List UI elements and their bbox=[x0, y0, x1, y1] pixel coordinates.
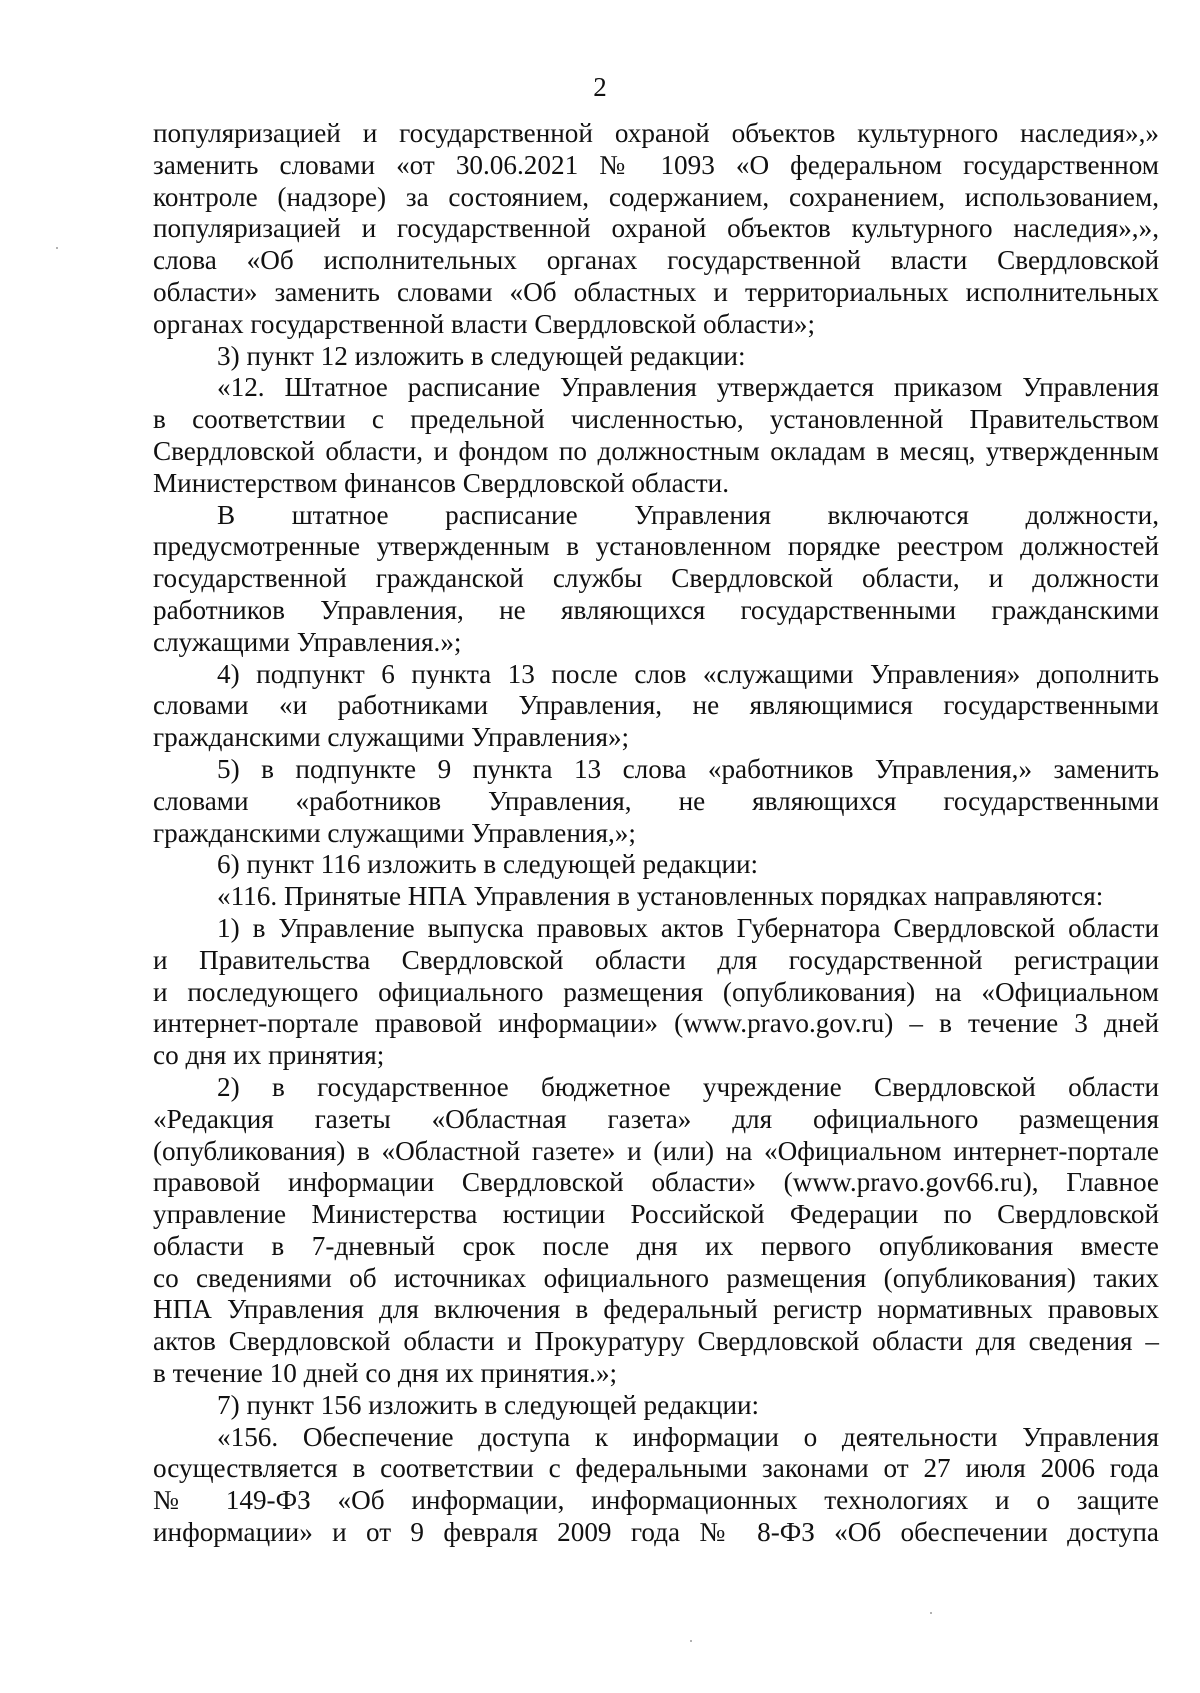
text-line: В штатное расписание Управления включаются должности, bbox=[217, 499, 1159, 530]
text-line: «156. Обеспечение доступа к информации о деятельности Управления bbox=[217, 1421, 1159, 1452]
text-line: актов Свердловской области и Прокуратуру Свердловской области для сведения – bbox=[153, 1326, 1159, 1357]
text-line: в соответствии с предельной численностью, установленной Правительством bbox=[153, 404, 1159, 435]
text-line: популяризацией и государственной охраной объектов культурного наследия»,», bbox=[153, 213, 1159, 244]
text-line: (опубликования) в «Областной газете» и (или) на «Официальном интернет-портале bbox=[153, 1135, 1159, 1166]
text-line: служащими Управления.»; bbox=[153, 626, 462, 657]
text-line: осуществляется в соответствии с федеральными законами от 27 июля 2006 года bbox=[153, 1453, 1159, 1484]
text-line: словами «работников Управления, не являющихся государственными bbox=[153, 785, 1159, 816]
document-body bbox=[153, 118, 1159, 1549]
text-line: управление Министерства юстиции Российской Федерации по Свердловской bbox=[153, 1199, 1159, 1230]
text-line: 1) в Управление выпуска правовых актов Губернатора Свердловской области bbox=[217, 912, 1159, 943]
text-line: контроле (надзоре) за состоянием, содержанием, сохранением, использованием, bbox=[153, 181, 1159, 212]
text-line: работников Управления, не являющихся государственными гражданскими bbox=[153, 594, 1159, 625]
text-line: НПА Управления для включения в федеральный регистр нормативных правовых bbox=[153, 1294, 1159, 1325]
text-line: заменить словами «от 30.06.2021 № 1093 «О федеральном государственном bbox=[153, 149, 1159, 180]
text-line: со дня их принятия; bbox=[153, 1040, 385, 1071]
text-line: Свердловской области, и фондом по должностным окладам в месяц, утвержденным bbox=[153, 435, 1159, 466]
text-line: «Редакция газеты «Областная газета» для официального размещения bbox=[153, 1103, 1159, 1134]
text-line: правовой информации Свердловской области» (www.pravo.gov66.ru), Главное bbox=[153, 1167, 1159, 1198]
text-line: 7) пункт 156 изложить в следующей редакции: bbox=[217, 1389, 760, 1420]
text-line: Министерством финансов Свердловской области. bbox=[153, 467, 730, 498]
text-line: слова «Об исполнительных органах государственной власти Свердловской bbox=[153, 245, 1159, 276]
text-line: области в 7-дневный срок после дня их первого опубликования вместе bbox=[153, 1230, 1159, 1261]
text-line: № 149-ФЗ «Об информации, информационных технологиях и о защите bbox=[153, 1485, 1159, 1516]
text-line: интернет-портале правовой информации» (www.pravo.gov.ru) – в течение 3 дней bbox=[153, 1008, 1159, 1039]
text-line: 4) подпункт 6 пункта 13 после слов «служащими Управления» дополнить bbox=[217, 658, 1159, 689]
text-line: словами «и работниками Управления, не являющимися государственными bbox=[153, 690, 1159, 721]
text-line: информации» и от 9 февраля 2009 года № 8-ФЗ «Об обеспечении доступа bbox=[153, 1517, 1159, 1548]
text-line: 2) в государственное бюджетное учреждение Свердловской области bbox=[217, 1071, 1159, 1102]
text-line: 6) пункт 116 изложить в следующей редакции: bbox=[217, 849, 759, 880]
text-line: и последующего официального размещения (опубликования) на «Официальном bbox=[153, 976, 1159, 1007]
text-line: популяризацией и государственной охраной объектов культурного наследия»,» bbox=[153, 118, 1159, 148]
text-line: гражданскими служащими Управления,»; bbox=[153, 817, 636, 848]
text-line: «12. Штатное расписание Управления утверждается приказом Управления bbox=[217, 372, 1159, 403]
text-line: и Правительства Свердловской области для государственной регистрации bbox=[153, 944, 1159, 975]
text-line: области» заменить словами «Об областных и территориальных исполнительных bbox=[153, 276, 1159, 307]
text-line: государственной гражданской службы Свердловской области, и должности bbox=[153, 563, 1159, 594]
text-line: в течение 10 дней со дня их принятия.»; bbox=[153, 1358, 618, 1389]
text-line: гражданскими служащими Управления»; bbox=[153, 722, 630, 753]
text-line: 5) в подпункте 9 пункта 13 слова «работников Управления,» заменить bbox=[217, 753, 1159, 784]
scan-speck bbox=[690, 1640, 692, 1642]
text-line: со сведениями об источниках официального размещения (опубликования) таких bbox=[153, 1262, 1159, 1293]
text-line: 3) пункт 12 изложить в следующей редакции: bbox=[217, 340, 746, 371]
scan-speck bbox=[56, 247, 58, 249]
text-line: «116. Принятые НПА Управления в установленных порядках направляются: bbox=[217, 881, 1104, 912]
page-number: 2 bbox=[593, 72, 607, 102]
scan-speck bbox=[930, 1612, 932, 1614]
text-line: предусмотренные утвержденным в установленном порядке реестром должностей bbox=[153, 531, 1159, 562]
text-line: органах государственной власти Свердловской области»; bbox=[153, 308, 816, 339]
